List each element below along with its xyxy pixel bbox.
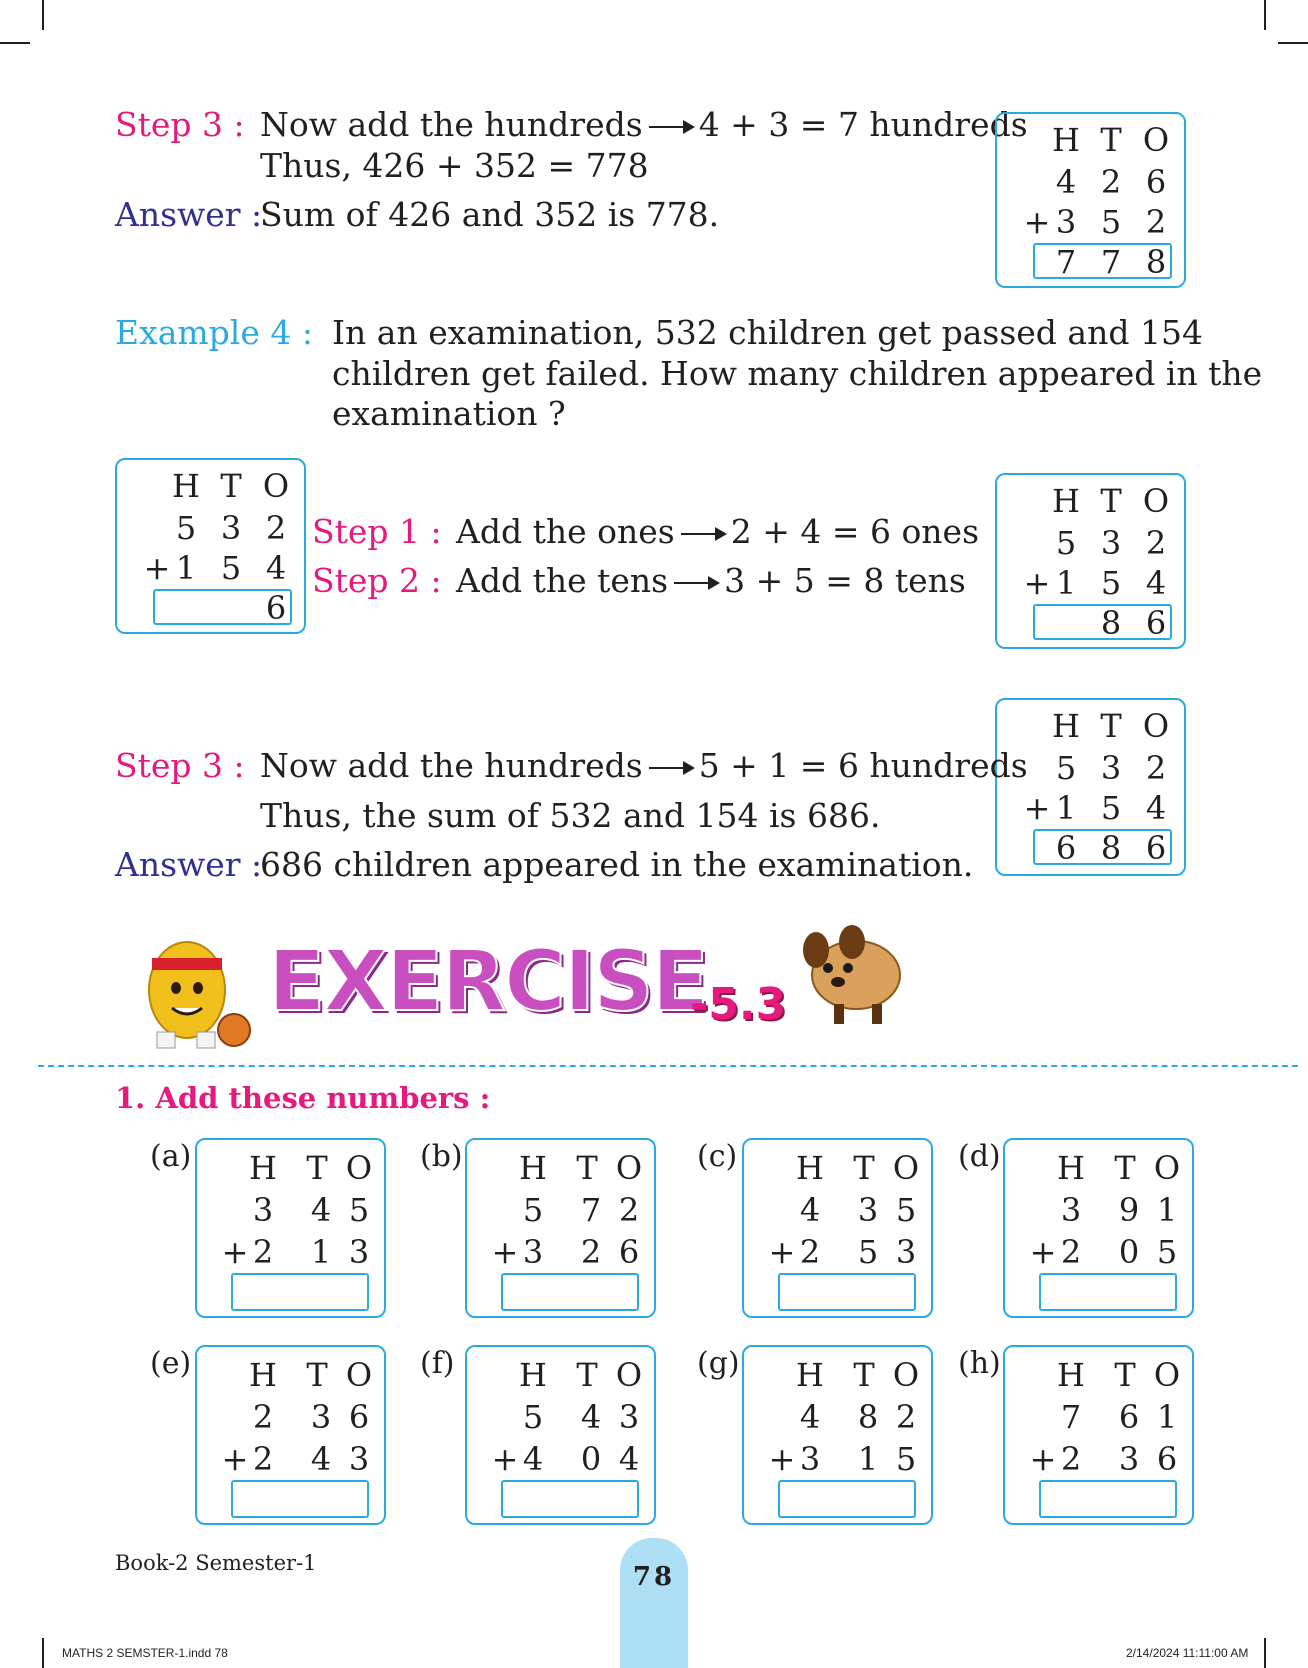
file-name: MATHS 2 SEMSTER-1.indd 78	[62, 1646, 228, 1660]
digit: 4	[1055, 163, 1077, 201]
header-h: H	[796, 1149, 824, 1187]
digit: 2	[799, 1233, 821, 1271]
header-t: T	[1100, 707, 1122, 745]
header-o: O	[345, 1149, 373, 1187]
problem-box	[1003, 1138, 1194, 1318]
hto-box-worked-a	[995, 112, 1186, 288]
digit: 5	[1100, 789, 1122, 827]
digit: 4	[1145, 564, 1167, 602]
step3b-line1	[260, 746, 1028, 786]
digit: 3	[1100, 524, 1122, 562]
step1-desc: Add the ones	[456, 512, 675, 551]
header-o: O	[262, 467, 290, 505]
arrow-icon	[649, 767, 693, 769]
step3b-desc: Now add the hundreds	[260, 746, 643, 785]
header-h: H	[796, 1356, 824, 1394]
digit: 1	[310, 1233, 332, 1271]
header-h: H	[1052, 707, 1080, 745]
digit: 1	[857, 1440, 879, 1478]
hto-box-worked-b	[115, 458, 306, 634]
answer-text: Sum of 426 and 352 is 778.	[260, 195, 720, 234]
problem-tag: (f)	[420, 1346, 455, 1381]
header-h: H	[519, 1356, 547, 1394]
digit: 5	[1055, 749, 1077, 787]
digit: 5	[895, 1191, 917, 1229]
digit: 3	[220, 509, 242, 547]
answer-input-box[interactable]	[501, 1273, 639, 1311]
digit: 2	[252, 1398, 274, 1436]
digit: 0	[580, 1440, 602, 1478]
digit: 5	[1100, 203, 1122, 241]
digit: 6	[618, 1233, 640, 1271]
page-tab	[620, 1538, 688, 1668]
digit: 8	[1100, 829, 1122, 867]
digit: 3	[857, 1191, 879, 1229]
digit: 3	[348, 1440, 370, 1478]
step2-label: Step 2 :	[312, 561, 442, 600]
step2-result: 3 + 5 = 8 tens	[724, 561, 966, 600]
header-t: T	[1100, 482, 1122, 520]
crop-mark	[1264, 0, 1266, 30]
header-t: T	[220, 467, 242, 505]
digit: 1	[1156, 1191, 1178, 1229]
header-o: O	[1142, 707, 1170, 745]
digit: 1	[1055, 564, 1077, 602]
digit: 5	[348, 1191, 370, 1229]
answer-input-box[interactable]	[1039, 1273, 1177, 1311]
digit: 3	[618, 1398, 640, 1436]
header-h: H	[249, 1356, 277, 1394]
digit: 8	[857, 1398, 879, 1436]
digit: 4	[310, 1191, 332, 1229]
digit: 3	[799, 1440, 821, 1478]
crop-mark	[42, 0, 44, 30]
digit: 3	[310, 1398, 332, 1436]
digit: 5	[857, 1233, 879, 1271]
dog-illustration	[796, 920, 910, 1030]
digit: 5	[895, 1440, 917, 1478]
digit: 6	[1156, 1440, 1178, 1478]
digit: 7	[1055, 243, 1077, 281]
digit: 5	[1055, 524, 1077, 562]
digit: 2	[618, 1191, 640, 1229]
digit: 6	[1118, 1398, 1140, 1436]
step2-desc: Add the tens	[456, 561, 669, 600]
plus-sign: +	[1023, 789, 1051, 827]
digit: 5	[522, 1398, 544, 1436]
hto-box-worked-d	[995, 698, 1186, 876]
digit: 4	[799, 1191, 821, 1229]
header-h: H	[249, 1149, 277, 1187]
digit: 3	[1060, 1191, 1082, 1229]
digit: 5	[175, 509, 197, 547]
problem-box	[195, 1138, 386, 1318]
problem-tag: (d)	[958, 1139, 1001, 1174]
header-h: H	[1052, 482, 1080, 520]
header-o: O	[892, 1356, 920, 1394]
problem-box	[742, 1138, 933, 1318]
digit: 4	[1145, 789, 1167, 827]
digit: 8	[1145, 243, 1167, 281]
question-1: 1. Add these numbers :	[115, 1081, 491, 1115]
digit: 1	[175, 549, 197, 587]
problem-tag: (b)	[420, 1139, 463, 1174]
step1-result: 2 + 4 = 6 ones	[730, 512, 980, 551]
header-o: O	[1142, 482, 1170, 520]
plus-sign: +	[221, 1440, 249, 1478]
answer-input-box[interactable]	[231, 1273, 369, 1311]
header-o: O	[892, 1149, 920, 1187]
problem-box	[465, 1345, 656, 1525]
step1-text	[456, 512, 979, 552]
digit: 4	[265, 549, 287, 587]
header-t: T	[576, 1356, 598, 1394]
header-o: O	[1142, 121, 1170, 159]
problem-tag: (e)	[150, 1346, 192, 1381]
plus-sign: +	[1023, 203, 1051, 241]
digit: 2	[1145, 203, 1167, 241]
digit: 3	[348, 1233, 370, 1271]
digit: 4	[580, 1398, 602, 1436]
plus-sign: +	[768, 1440, 796, 1478]
digit: 2	[895, 1398, 917, 1436]
digit: 5	[1156, 1233, 1178, 1271]
plus-sign: +	[1029, 1440, 1057, 1478]
header-t: T	[306, 1356, 328, 1394]
problem-tag: (h)	[958, 1346, 1001, 1381]
header-t: T	[1114, 1356, 1136, 1394]
arrow-icon	[674, 582, 718, 584]
answer-input-box[interactable]	[1039, 1480, 1177, 1518]
digit: 2	[580, 1233, 602, 1271]
crop-mark	[0, 42, 30, 44]
digit: 5	[220, 549, 242, 587]
digit: 8	[1100, 604, 1122, 642]
plus-sign: +	[768, 1233, 796, 1271]
arrow-icon	[681, 533, 725, 535]
digit: 2	[252, 1233, 274, 1271]
digit: 4	[522, 1440, 544, 1478]
digit: 6	[348, 1398, 370, 1436]
digit: 4	[310, 1440, 332, 1478]
digit: 7	[1100, 243, 1122, 281]
exercise-title: EXERCISE	[268, 932, 707, 1030]
header-t: T	[576, 1149, 598, 1187]
digit: 4	[799, 1398, 821, 1436]
digit: 2	[252, 1440, 274, 1478]
header-t: T	[1114, 1149, 1136, 1187]
step3-line1-text: Now add the hundreds	[260, 105, 643, 144]
crop-mark	[1278, 42, 1308, 44]
example4-line3: examination ?	[332, 394, 566, 433]
header-o: O	[615, 1356, 643, 1394]
digit: 6	[1145, 163, 1167, 201]
digit: 7	[580, 1191, 602, 1229]
digit: 7	[1060, 1398, 1082, 1436]
exercise-number: -5.3	[690, 979, 787, 1030]
header-t: T	[853, 1356, 875, 1394]
step2-text	[456, 561, 966, 601]
digit: 6	[265, 589, 287, 627]
problem-tag: (c)	[697, 1139, 738, 1174]
answer2-text: 686 children appeared in the examination.	[260, 845, 974, 884]
plus-sign: +	[491, 1233, 519, 1271]
step3b-label: Step 3 :	[115, 746, 245, 785]
problem-box	[195, 1345, 386, 1525]
header-h: H	[519, 1149, 547, 1187]
header-h: H	[172, 467, 200, 505]
book-label: Book-2 Semester-1	[115, 1551, 317, 1575]
page-number: 78	[632, 1562, 676, 1592]
header-h: H	[1052, 121, 1080, 159]
step3-line1	[260, 105, 1028, 145]
step3b-result: 5 + 1 = 6 hundreds	[698, 746, 1028, 785]
problem-box	[465, 1138, 656, 1318]
digit: 2	[1145, 749, 1167, 787]
problem-tag: (g)	[697, 1346, 740, 1381]
digit: 5	[522, 1191, 544, 1229]
plus-sign: +	[491, 1440, 519, 1478]
header-o: O	[1153, 1356, 1181, 1394]
header-t: T	[306, 1149, 328, 1187]
problem-tag: (a)	[150, 1139, 192, 1174]
mascot-illustration	[112, 900, 262, 1052]
header-h: H	[1057, 1356, 1085, 1394]
digit: 6	[1055, 829, 1077, 867]
step3-line1-result: 4 + 3 = 7 hundreds	[698, 105, 1028, 144]
step3b-line2: Thus, the sum of 532 and 154 is 686.	[260, 796, 881, 835]
digit: 1	[1055, 789, 1077, 827]
header-o: O	[615, 1149, 643, 1187]
answer-input-box[interactable]	[778, 1480, 916, 1518]
plus-sign: +	[143, 549, 171, 587]
digit: 6	[1145, 829, 1167, 867]
crop-mark	[42, 1638, 44, 1668]
digit: 3	[1118, 1440, 1140, 1478]
digit: 0	[1118, 1233, 1140, 1271]
digit: 6	[1145, 604, 1167, 642]
problem-box	[742, 1345, 933, 1525]
digit: 2	[1145, 524, 1167, 562]
digit: 3	[522, 1233, 544, 1271]
crop-mark	[1264, 1638, 1266, 1668]
digit: 1	[1156, 1398, 1178, 1436]
example4-line2: children get failed. How many children appeared in the	[332, 354, 1263, 393]
digit: 3	[252, 1191, 274, 1229]
header-t: T	[1100, 121, 1122, 159]
digit: 5	[1100, 564, 1122, 602]
answer-label: Answer :	[115, 195, 263, 234]
print-date: 2/14/2024 11:11:00 AM	[1126, 1646, 1249, 1660]
step3-line2: Thus, 426 + 352 = 778	[260, 146, 649, 185]
digit: 4	[618, 1440, 640, 1478]
answer-input-box[interactable]	[778, 1273, 916, 1311]
digit: 2	[265, 509, 287, 547]
digit: 2	[1100, 163, 1122, 201]
step1-label: Step 1 :	[312, 512, 442, 551]
header-o: O	[345, 1356, 373, 1394]
digit: 2	[1060, 1233, 1082, 1271]
plus-sign: +	[221, 1233, 249, 1271]
answer2-label: Answer :	[115, 845, 263, 884]
answer-input-box[interactable]	[231, 1480, 369, 1518]
hto-box-worked-c	[995, 473, 1186, 649]
step3-label: Step 3 :	[115, 105, 245, 144]
digit: 3	[1055, 203, 1077, 241]
arrow-icon	[649, 126, 693, 128]
plus-sign: +	[1023, 564, 1051, 602]
answer-input-box[interactable]	[501, 1480, 639, 1518]
example4-line1: In an examination, 532 children get passed and 154	[332, 313, 1203, 352]
plus-sign: +	[1029, 1233, 1057, 1271]
header-h: H	[1057, 1149, 1085, 1187]
header-t: T	[853, 1149, 875, 1187]
header-o: O	[1153, 1149, 1181, 1187]
digit: 3	[895, 1233, 917, 1271]
dashed-divider	[38, 1065, 1298, 1067]
digit: 2	[1060, 1440, 1082, 1478]
digit: 3	[1100, 749, 1122, 787]
digit: 9	[1118, 1191, 1140, 1229]
example4-label: Example 4 :	[115, 313, 313, 352]
problem-box	[1003, 1345, 1194, 1525]
